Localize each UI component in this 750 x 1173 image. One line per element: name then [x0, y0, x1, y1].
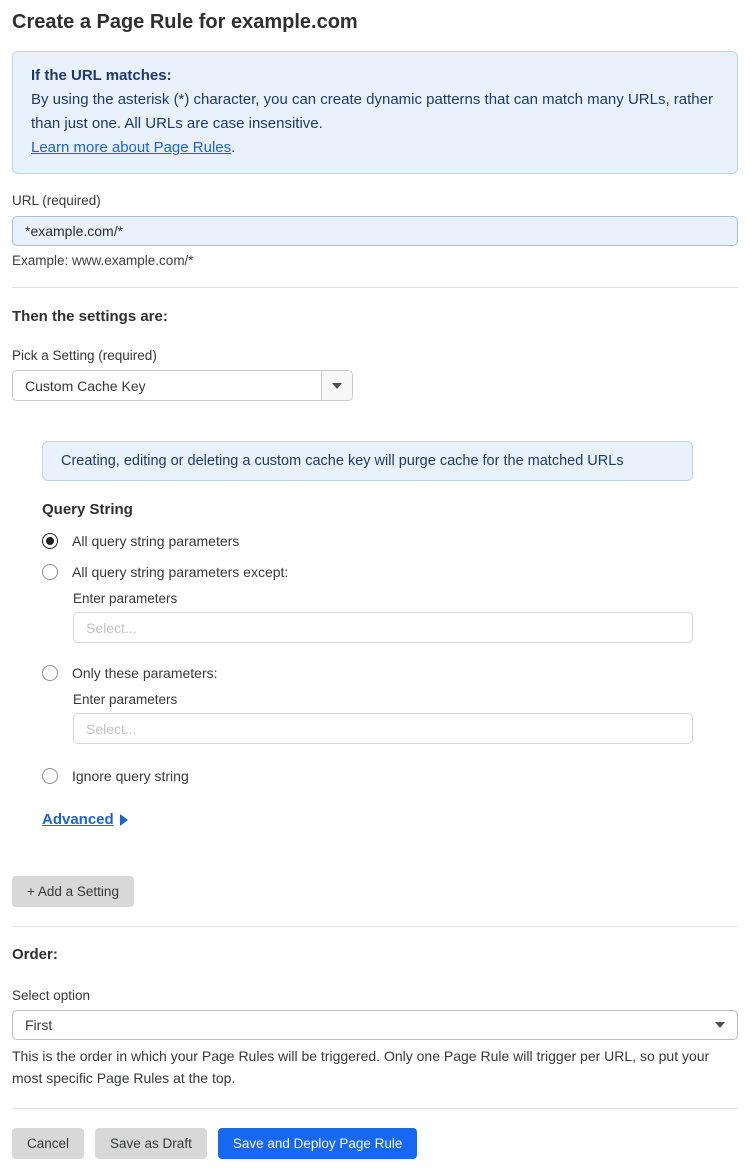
cancel-button[interactable]: Cancel: [12, 1128, 84, 1159]
learn-more-link[interactable]: Learn more about Page Rules: [31, 139, 232, 156]
divider: [12, 926, 738, 927]
divider: [12, 1108, 738, 1109]
chevron-down-icon: [332, 383, 342, 389]
radio-all-except[interactable]: [42, 564, 738, 580]
radio-label: All query string parameters: [72, 533, 240, 549]
cache-key-notice: Creating, editing or deleting a custom cache key will purge cache for the matched URLs: [42, 441, 693, 481]
chevron-down-icon: [715, 1022, 725, 1028]
enter-parameters-label: Enter parameters: [73, 591, 178, 606]
settings-heading: Then the settings are:: [12, 308, 168, 325]
setting-dropdown-arrow-button[interactable]: [321, 371, 352, 400]
radio-ignore-query-string[interactable]: [42, 768, 738, 784]
select-option-label: Select option: [12, 988, 91, 1003]
save-and-deploy-button[interactable]: Save and Deploy Page Rule: [218, 1128, 418, 1159]
radio-selected-icon[interactable]: [42, 533, 58, 549]
order-heading: Order:: [12, 946, 58, 963]
advanced-link[interactable]: Advanced: [42, 811, 114, 828]
query-string-radio-group: [42, 533, 738, 784]
url-label: URL (required): [12, 193, 101, 208]
footer-actions: [12, 1128, 738, 1159]
radio-all-parameters[interactable]: [42, 533, 738, 549]
setting-dropdown[interactable]: [12, 370, 353, 401]
pick-setting-label: Pick a Setting (required): [12, 348, 157, 363]
enter-parameters-label: Enter parameters: [73, 692, 178, 707]
radio-unselected-icon[interactable]: [42, 768, 58, 784]
except-parameters-input[interactable]: [73, 612, 693, 643]
radio-unselected-icon[interactable]: [42, 665, 58, 681]
radio-unselected-icon[interactable]: [42, 564, 58, 580]
radio-only-these[interactable]: [42, 665, 738, 681]
radio-label: Only these parameters:: [72, 665, 218, 681]
advanced-toggle[interactable]: [42, 811, 128, 828]
info-box-heading: If the URL matches:: [31, 67, 172, 84]
query-string-heading: Query String: [42, 501, 133, 518]
link-suffix: .: [231, 139, 236, 156]
order-select-value: First: [25, 1017, 53, 1033]
radio-label: All query string parameters except:: [72, 564, 289, 580]
radio-label: Ignore query string: [72, 768, 189, 784]
url-match-info-box: [12, 51, 738, 174]
add-setting-button[interactable]: + Add a Setting: [12, 876, 134, 907]
order-help-text: This is the order in which your Page Rules will be triggered. Only one Page Rule will trigger per URL, so put your most specific Page Rules at the top.: [12, 1048, 710, 1086]
info-box-body: By using the asterisk (*) character, you can create dynamic patterns that can match many URLs, rather than just one. All URLs are case insensitive.: [31, 91, 713, 132]
url-input[interactable]: [12, 216, 738, 246]
setting-dropdown-value: Custom Cache Key: [25, 377, 146, 394]
only-parameters-input[interactable]: [73, 713, 693, 744]
save-as-draft-button[interactable]: Save as Draft: [95, 1128, 207, 1159]
chevron-right-icon: [120, 814, 128, 826]
page-title: Create a Page Rule for example.com: [12, 11, 358, 33]
divider: [12, 287, 738, 288]
info-box-link-line: [31, 136, 719, 160]
url-example-text: Example: www.example.com/*: [12, 253, 194, 268]
order-select[interactable]: [12, 1010, 738, 1040]
